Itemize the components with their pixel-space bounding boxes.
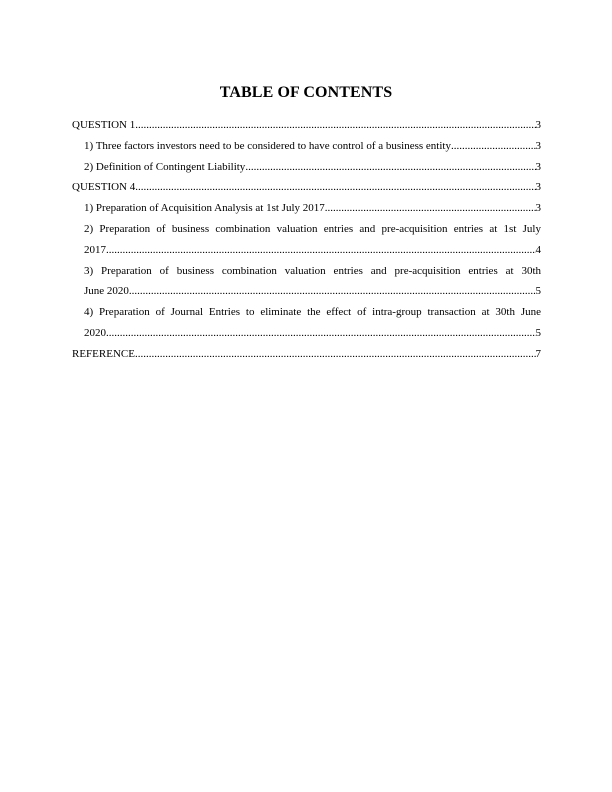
toc-entry-q4-3[interactable] xyxy=(72,261,541,303)
dot-leader xyxy=(106,240,536,261)
toc-entry-q4-4[interactable] xyxy=(72,302,541,344)
toc-page-number: 4 xyxy=(535,243,541,256)
toc-page-number: 3 xyxy=(535,181,541,194)
toc-entry-reference[interactable] xyxy=(72,344,541,365)
toc-entry-text: QUESTION 1 xyxy=(72,119,136,131)
toc-title: TABLE OF CONTENTS xyxy=(219,84,393,101)
toc-entry-text: 1) Preparation of Acquisition Analysis at 1st July 2017 xyxy=(84,202,325,215)
toc-entry-text-line2: 2020 xyxy=(84,326,106,339)
toc-entry-text: QUESTION 4 xyxy=(72,181,136,194)
dot-leader xyxy=(325,198,536,219)
toc-page-number: 3 xyxy=(535,160,541,173)
toc-entry-q1-1[interactable] xyxy=(72,136,541,157)
toc-entry-text-line1: 3) Preparation of business combination valuation entries and pre-acquisition entries at 30th xyxy=(84,264,541,277)
toc-page-number: 5 xyxy=(535,285,541,298)
toc-entry-q4-1[interactable] xyxy=(72,198,541,219)
toc-entry-text: 2) Definition of Contingent Liability xyxy=(84,160,246,173)
toc-entry-text-line1: 4) Preparation of Journal Entries to eliminate the effect of intra-group transaction at 30th June xyxy=(84,306,541,319)
dot-leader xyxy=(135,115,535,136)
toc-page-number: 7 xyxy=(535,347,541,360)
toc-page-number: 3 xyxy=(535,202,541,215)
dot-leader xyxy=(135,344,536,365)
toc-page-number: 3 xyxy=(535,139,541,152)
toc-entry-text-line1: 2) Preparation of business combination valuation entries and pre-acquisition entries at 1st July xyxy=(84,222,541,235)
toc-entry-text-line2: June 2020 xyxy=(84,285,129,298)
toc-page-number: 3 xyxy=(535,119,541,131)
dot-leader xyxy=(129,281,536,302)
toc-entry-text: REFERENCE xyxy=(72,347,135,360)
dot-leader xyxy=(451,136,536,157)
toc-entry-text-line2: 2017 xyxy=(84,243,106,256)
toc-entry-question-4[interactable] xyxy=(72,177,541,198)
toc-page-number: 5 xyxy=(535,326,541,339)
toc-entry-q4-2[interactable] xyxy=(72,219,541,261)
dot-leader xyxy=(245,157,535,178)
toc-entry-text: 1) Three factors investors need to be considered to have control of a business entity xyxy=(84,139,451,152)
toc-list xyxy=(72,115,541,365)
toc-entry-q1-2[interactable] xyxy=(72,157,541,178)
dot-leader xyxy=(135,177,535,198)
dot-leader xyxy=(106,323,536,344)
toc-entry-question-1[interactable] xyxy=(72,115,541,136)
